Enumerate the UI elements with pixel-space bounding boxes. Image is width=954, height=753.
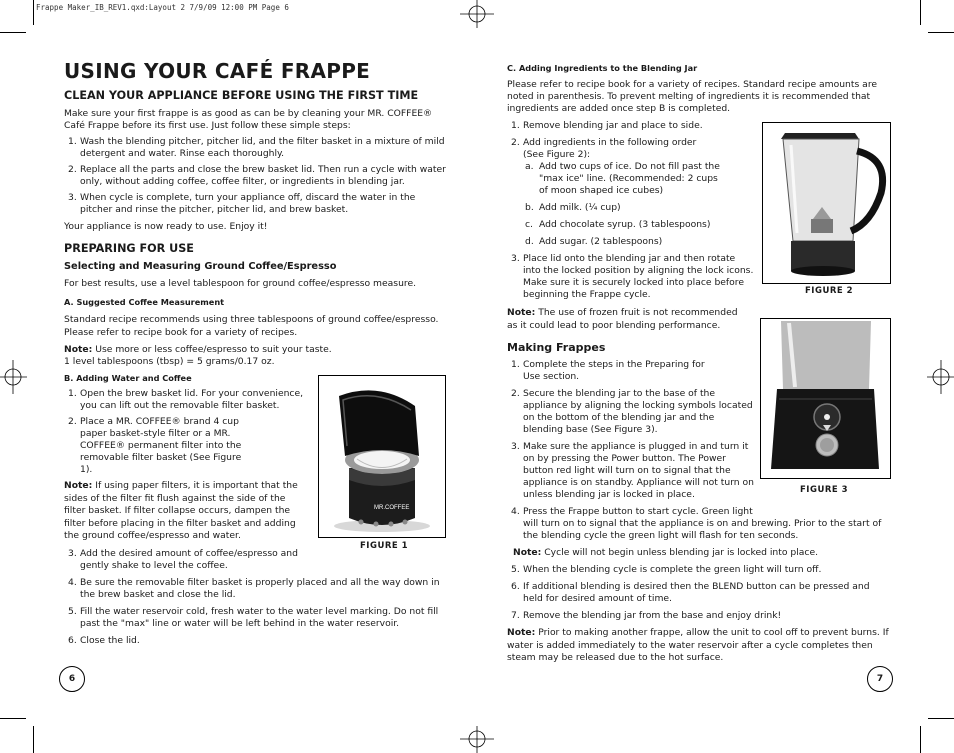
figure-3-caption: FIGURE 3 <box>800 485 849 495</box>
list-item: 3. When cycle is complete, turn your appliance off, discard the water in the pitcher and rinse the pitcher, pitcher lid, and brew basket. <box>68 192 416 215</box>
list-item: 6. If additional blending is desired then the BLEND button can be pressed and held for desired amount of time. <box>511 581 870 604</box>
file-slug: Frappe Maker_IB_REV1.qxd:Layout 2 7/9/09 12:00 PM Page 6 <box>36 3 289 12</box>
clean-outro: Your appliance is now ready to use. Enjoy it! <box>64 221 268 232</box>
note-conversion: 1 level tablespoons (tbsp) = 5 grams/0.17 oz. <box>64 356 275 367</box>
c-text: Please refer to recipe book for a variety of recipes. Standard recipe amounts are noted in parenthesis. To prevent melting of ingredients it is recommended that ingredients are added once step B is completed. <box>507 79 878 114</box>
svg-text:MR.COFFEE: MR.COFFEE <box>374 505 410 511</box>
list-item: 2. Place a MR. COFFEE® brand 4 cup paper basket-style filter or a MR. COFFEE® permanent filter into the removable filter basket (See Figure 1). <box>68 416 242 475</box>
b-heading: B. Adding Water and Coffee <box>64 373 192 383</box>
b-steps-top <box>64 388 304 572</box>
note-taste: Note: Use more or less coffee/espresso to suit your taste. <box>64 344 332 355</box>
making-heading: Making Frappes <box>507 341 606 354</box>
list-item: b. Add milk. (¼ cup) <box>525 202 621 213</box>
b-steps-bottom <box>64 577 448 647</box>
list-item: 5. Fill the water reservoir cold, fresh water to the water level marking. Do not fill past the "max" line or water will be left behind in the water reservoir. <box>68 605 439 629</box>
list-item: 4. Be sure the removable filter basket is properly placed and all the way down in the brew basket and close the lid. <box>68 576 440 600</box>
clean-steps <box>64 136 448 216</box>
c-heading: C. Adding Ingredients to the Blending Jar <box>507 63 698 73</box>
list-item: c. Add chocolate syrup. (3 tablespoons) <box>525 219 711 230</box>
page-number-right: 7 <box>867 666 893 692</box>
list-item: a. Add two cups of ice. Do not fill past the "max ice" line. (Recommended: 2 cups of moon shaped ice cubes) <box>525 161 720 196</box>
list-item: 3. Add the desired amount of coffee/espresso and gently shake to level the coffee. <box>68 547 298 571</box>
list-item: 2. Secure the blending jar to the base of the appliance by aligning the locking symbols located on the bottom of the blending jar and the blending base (See Figure 3). <box>511 388 753 435</box>
list-item: 7. Remove the blending jar from the base and enjoy drink! <box>511 610 782 621</box>
figure-3-image <box>760 318 891 479</box>
note-cooling: Note: Prior to making another frappe, allow the unit to cool off to prevent burns. If water is added immediately to the water reservoir after a cycle completes then steam may be released due to the hot surface. <box>507 627 889 663</box>
list-item: 3. Place lid onto the blending jar and then rotate into the locked position by aligning the lock icons. Make sure it is securely locked into place before beginning the Frappe cycle. <box>511 253 754 300</box>
select-text: For best results, use a level tablespoon for ground coffee/espresso measure. <box>64 278 417 289</box>
list-item: 6. Close the lid. <box>68 634 140 646</box>
list-item: 2. Add ingredients in the following order (See Figure 2): <box>511 137 697 160</box>
list-item: 3. Make sure the appliance is plugged in and turn it on by pressing the Power button. The Power button red light will turn on to signal that the appliance is on standby. Appliance will not turn on unless blending jar is locked in place. <box>511 441 754 500</box>
clean-heading: CLEAN YOUR APPLIANCE BEFORE USING THE FIRST TIME <box>64 89 419 102</box>
c-steps <box>507 120 755 501</box>
figure-1-caption: FIGURE 1 <box>360 541 409 551</box>
list-item: 1. Remove blending jar and place to side. <box>511 120 703 131</box>
list-item: 5. When the blending cycle is complete the green light will turn off. <box>511 564 822 575</box>
m-steps-bottom <box>507 506 891 542</box>
list-item: d. Add sugar. (2 tablespoons) <box>525 236 663 247</box>
note-paper-filters: Note: If using paper filters, it is important that the sides of the filter fit flush against the side of the filter basket. If filter collapse occurs, dampen the filter before placing in the filter basket and adding the ground coffee/espresso and water. <box>64 480 298 541</box>
page-title: USING YOUR CAFÉ FRAPPE <box>64 59 371 83</box>
figure-2-caption: FIGURE 2 <box>805 286 854 296</box>
left-page <box>64 60 448 647</box>
list-item: 4. Press the Frappe button to start cycle. Green light will turn on to signal that the appliance is on and brewing. Prior to the start of the blending cycle the green light will flash for ten seconds. <box>511 506 882 541</box>
note-cycle-lock: Note: Cycle will not begin unless blending jar is locked into place. <box>513 547 819 558</box>
figure-2-image <box>762 122 891 284</box>
list-item: 2. Replace all the parts and close the brew basket lid. Then run a cycle with water only, without adding coffee, coffee filter, or ingredients in blending jar. <box>68 164 446 187</box>
prep-heading: PREPARING FOR USE <box>64 242 194 255</box>
figure-1-image <box>318 375 446 538</box>
clean-intro: Make sure your first frappe is as good as can be by cleaning your MR. COFFEE® Café Frappe before its first use. Just follow these simple steps: <box>64 108 433 131</box>
m-steps-final <box>507 564 891 622</box>
list-item: 1. Wash the blending pitcher, pitcher lid, and the filter basket in a mixture of mild detergent and water. Rinse each thoroughly. <box>68 136 445 159</box>
list-item: 1. Complete the steps in the Preparing for Use section. <box>511 359 705 382</box>
page-number-left: 6 <box>59 666 85 692</box>
note-frozen-fruit: Note: The use of frozen fruit is not recommended as it could lead to poor blending performance. <box>507 307 738 331</box>
select-heading: Selecting and Measuring Ground Coffee/Espresso <box>64 261 337 272</box>
a-heading: A. Suggested Coffee Measurement <box>64 297 225 307</box>
list-item: 1. Open the brew basket lid. For your convenience, you can lift out the removable filter basket. <box>68 388 304 411</box>
a-text: Standard recipe recommends using three tablespoons of ground coffee/espresso. Please refer to recipe book for a variety of recipes. <box>64 314 439 338</box>
